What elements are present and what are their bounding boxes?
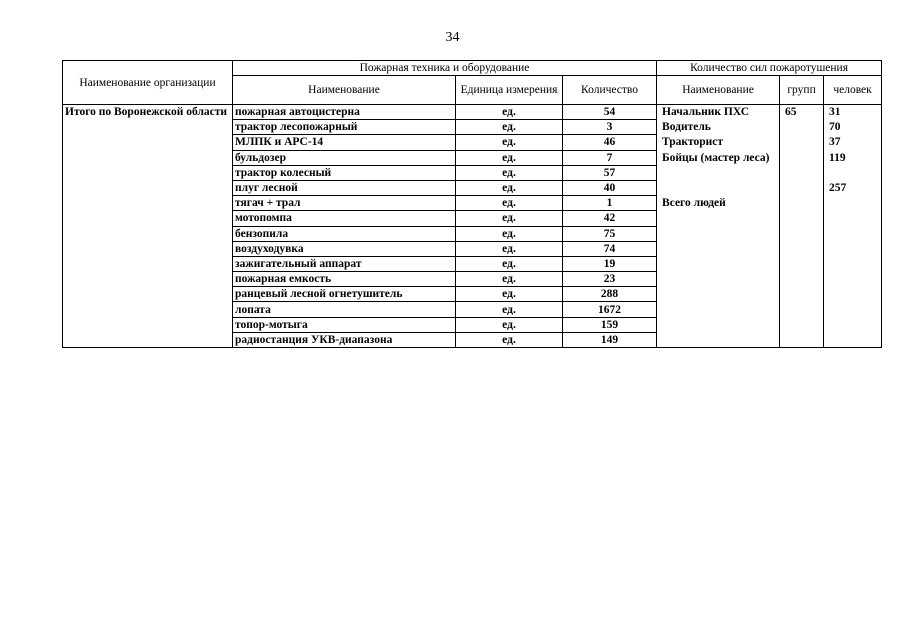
equipment-unit: ед. [456,165,563,180]
force-name: Тракторист [662,136,724,149]
force-name: Начальник ПХС [662,106,750,118]
header-people: человек [824,76,882,105]
equipment-unit: ед. [456,256,563,271]
equipment-name: тягач + трал [233,196,456,211]
equipment-unit: ед. [456,120,563,135]
header-unit: Единица измерения [456,76,563,105]
equipment-name: мотопомпа [233,211,456,226]
equipment-quantity: 23 [563,272,657,287]
people-value: 70 [829,121,841,134]
equipment-name: бензопила [233,226,456,241]
equipment-unit: ед. [456,272,563,287]
equipment-name: лопата [233,302,456,317]
fire-equipment-table [62,60,882,348]
header-forces-group: Количество сил пожаротушения [657,61,882,76]
header-quantity: Количество [563,76,657,105]
header-equipment-group: Пожарная техника и оборудование [233,61,657,76]
equipment-name: трактор лесопожарный [233,120,456,135]
equipment-unit: ед. [456,196,563,211]
equipment-unit: ед. [456,226,563,241]
header-force-name: Наименование [657,76,780,105]
equipment-quantity: 46 [563,135,657,150]
equipment-unit: ед. [456,105,563,120]
equipment-quantity: 42 [563,211,657,226]
equipment-quantity: 149 [563,332,657,347]
equipment-name: МЛПК и АРС-14 [233,135,456,150]
people-total: 257 [829,181,847,194]
equipment-quantity: 57 [563,165,657,180]
equipment-unit: ед. [456,317,563,332]
equipment-name: бульдозер [233,150,456,165]
people-value: 37 [829,136,841,149]
table-row [63,105,882,120]
header-organization: Наименование организации [63,61,233,105]
equipment-name: зажигательный аппарат [233,256,456,271]
equipment-unit: ед. [456,150,563,165]
equipment-unit: ед. [456,135,563,150]
equipment-name: трактор колесный [233,165,456,180]
forces-names-cell [657,105,780,348]
equipment-quantity: 7 [563,150,657,165]
equipment-name: воздуходувка [233,241,456,256]
equipment-quantity: 40 [563,180,657,195]
force-name-total: Всего людей [662,197,726,210]
equipment-unit: ед. [456,332,563,347]
force-name: Бойцы (мастер леса) [662,151,770,164]
people-value: 31 [829,106,841,118]
equipment-unit: ед. [456,287,563,302]
equipment-name: топор-мотыга [233,317,456,332]
force-name: Водитель [662,121,711,134]
header-item-name: Наименование [233,76,456,105]
groups-value: 65 [785,106,797,118]
equipment-quantity: 288 [563,287,657,302]
organization-name: Итого по Воронежской области [63,105,233,348]
table-body [63,105,882,348]
equipment-unit: ед. [456,241,563,256]
equipment-name: пожарная емкость [233,272,456,287]
equipment-unit: ед. [456,211,563,226]
equipment-unit: ед. [456,180,563,195]
equipment-quantity: 19 [563,256,657,271]
equipment-name: пожарная автоцистерна [233,105,456,120]
forces-people-cell [824,105,882,348]
equipment-quantity: 75 [563,226,657,241]
equipment-name: радиостанция УКВ-диапазона [233,332,456,347]
equipment-quantity: 159 [563,317,657,332]
equipment-quantity: 1672 [563,302,657,317]
equipment-unit: ед. [456,302,563,317]
equipment-name: ранцевый лесной огнетушитель [233,287,456,302]
forces-groups-cell [780,105,824,348]
equipment-quantity: 3 [563,120,657,135]
equipment-quantity: 54 [563,105,657,120]
equipment-quantity: 74 [563,241,657,256]
people-value: 119 [829,151,846,164]
page-number: 34 [445,30,460,45]
equipment-name: плуг лесной [233,180,456,195]
equipment-quantity: 1 [563,196,657,211]
header-groups: групп [780,76,824,105]
